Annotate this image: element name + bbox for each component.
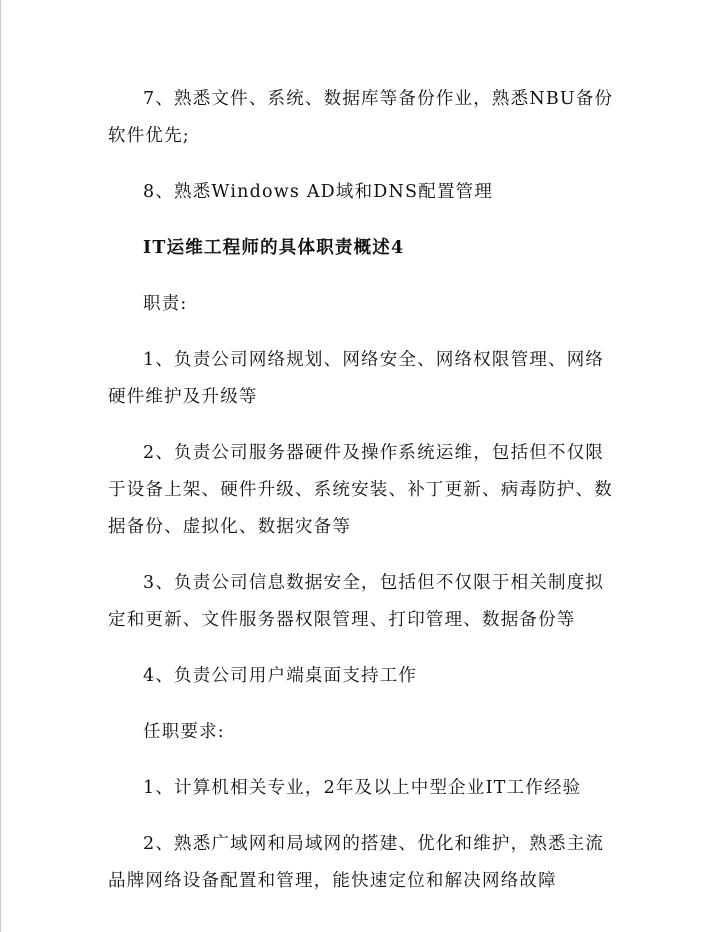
- page-left-border: [0, 0, 1, 932]
- requirements-label: 任职要求:: [143, 722, 225, 742]
- requirement-item-1: 1、计算机相关专业，2年及以上中型企业IT工作经验: [143, 778, 582, 798]
- duty-item-1: 1、负责公司网络规划、网络安全、网络权限管理、网络硬件维护及升级等: [108, 350, 605, 407]
- document-body: [108, 81, 614, 919]
- duties-label: 职责:: [143, 294, 188, 314]
- duty-item-2: 2、负责公司服务器硬件及操作系统运维，包括但不仅限于设备上架、硬件升级、系统安装、补丁更新、病毒防护、数据备份、虚拟化、数据灾备等: [108, 443, 613, 537]
- requirement-item-2: 2、熟悉广域网和局域网的搭建、优化和维护，熟悉主流品牌网络设备配置和管理，能快速定位和解决网络故障: [108, 834, 605, 891]
- duty-item-4: 4、负责公司用户端桌面支持工作: [143, 666, 418, 686]
- duty-item-3: 3、负责公司信息数据安全，包括但不仅限于相关制度拟定和更新、文件服务器权限管理、打印管理、数据备份等: [108, 573, 605, 630]
- paragraph-item-8-windows-ad: 8、熟悉Windows AD域和DNS配置管理: [143, 182, 494, 202]
- section-heading: IT运维工程师的具体职责概述4: [143, 238, 405, 258]
- paragraph-item-7-backup: 7、熟悉文件、系统、数据库等备份作业，熟悉NBU备份软件优先;: [108, 89, 614, 146]
